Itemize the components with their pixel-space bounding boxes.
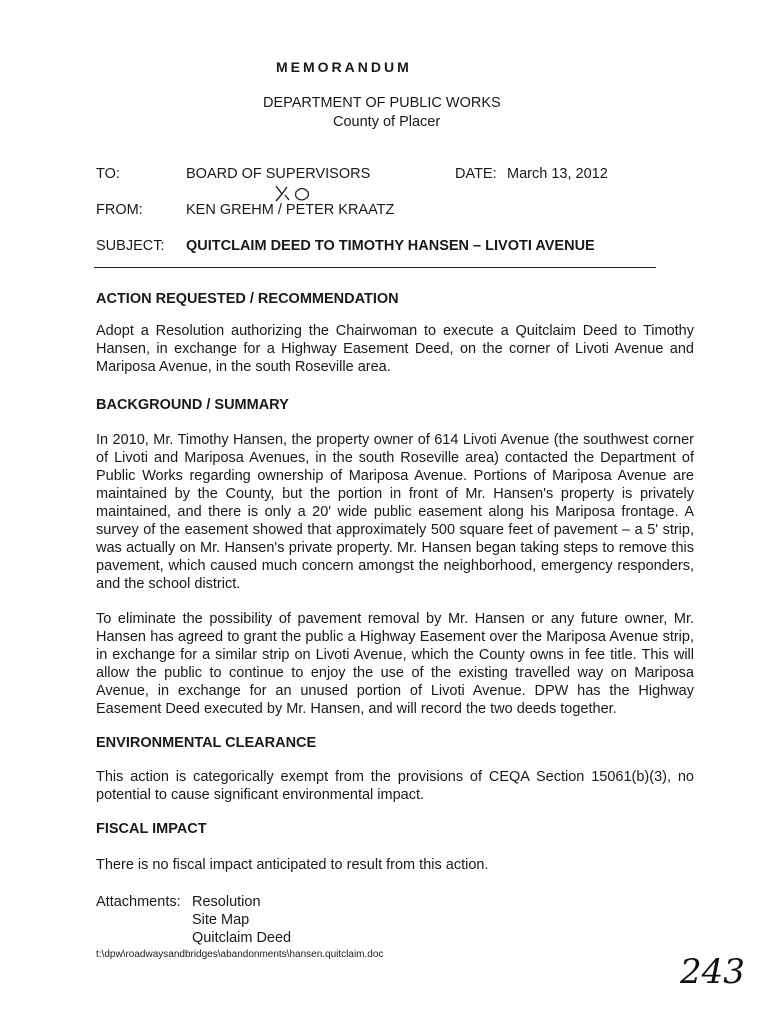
to-value: BOARD OF SUPERVISORS: [186, 166, 371, 182]
background-paragraph-2: To eliminate the possibility of pavement removal by Mr. Hansen or any future owner, Mr. Hansen has agreed to grant the public a Highway Easement over the Mariposa Avenue strip, in exchange for a similar strip on Livoti Avenue, which the County owns in fee title. This will allow the public to continue to enjoy the use of the existing travelled way on Mariposa Avenue, in exchange for an unused portion of Livoti Avenue. DPW has the Highway Easement Deed executed by Mr. Hansen, and will record the two deeds together.: [96, 611, 694, 717]
to-label: TO:: [96, 166, 120, 182]
attachment-item: Site Map: [192, 912, 250, 928]
from-label: FROM:: [96, 202, 143, 218]
header-divider: [94, 267, 656, 268]
initials-scribble: [272, 182, 316, 204]
action-body: Adopt a Resolution authorizing the Chairwoman to execute a Quitclaim Deed to Timothy Hansen, in exchange for a Highway Easement Deed, on the corner of Livoti Avenue and Mariposa Avenue, in the south Roseville area.: [96, 323, 694, 375]
subject-label: SUBJECT:: [96, 238, 165, 254]
county-name: County of Placer: [333, 114, 441, 130]
environmental-body: This action is categorically exempt from the provisions of CEQA Section 15061(b)(3), no potential to cause significant environmental impact.: [96, 769, 694, 803]
environmental-heading: ENVIRONMENTAL CLEARANCE: [96, 735, 317, 751]
memo-title: MEMORANDUM: [276, 59, 412, 75]
attachment-item: Quitclaim Deed: [192, 930, 292, 946]
date-value: March 13, 2012: [507, 166, 608, 182]
handwritten-page-number: 243: [680, 952, 745, 992]
file-path: t:\dpw\roadwaysandbridges\abandonments\hansen.quitclaim.doc: [96, 949, 384, 960]
background-paragraph-1: In 2010, Mr. Timothy Hansen, the property owner of 614 Livoti Avenue (the southwest corner of Livoti and Mariposa Avenues, in the south Roseville area) contacted the Department of Public Works regarding ownership of Mariposa Avenue. Portions of Mariposa Avenue are maintained by the County, but the portion in front of Mr. Hansen's property is privately maintained, and there is only a 20' wide public easement along his Mariposa frontage. A survey of the easement showed that approximately 500 square feet of pavement – a 5' strip, was actually on Mr. Hansen's private property. Mr. Hansen began taking steps to remove this pavement, which caused much concern amongst the neighborhood, emergency responders, and the school district.: [96, 432, 694, 592]
from-value: KEN GREHM / PETER KRAATZ: [186, 202, 395, 218]
fiscal-heading: FISCAL IMPACT: [96, 821, 207, 837]
department-name: DEPARTMENT OF PUBLIC WORKS: [263, 95, 501, 111]
subject-value: QUITCLAIM DEED TO TIMOTHY HANSEN – LIVOTI AVENUE: [186, 238, 595, 254]
fiscal-body: There is no fiscal impact anticipated to result from this action.: [96, 857, 489, 873]
action-heading: ACTION REQUESTED / RECOMMENDATION: [96, 291, 399, 307]
background-heading: BACKGROUND / SUMMARY: [96, 397, 289, 413]
date-label: DATE:: [455, 166, 497, 182]
attachments-label: Attachments:: [96, 894, 181, 910]
attachment-item: Resolution: [192, 894, 261, 910]
